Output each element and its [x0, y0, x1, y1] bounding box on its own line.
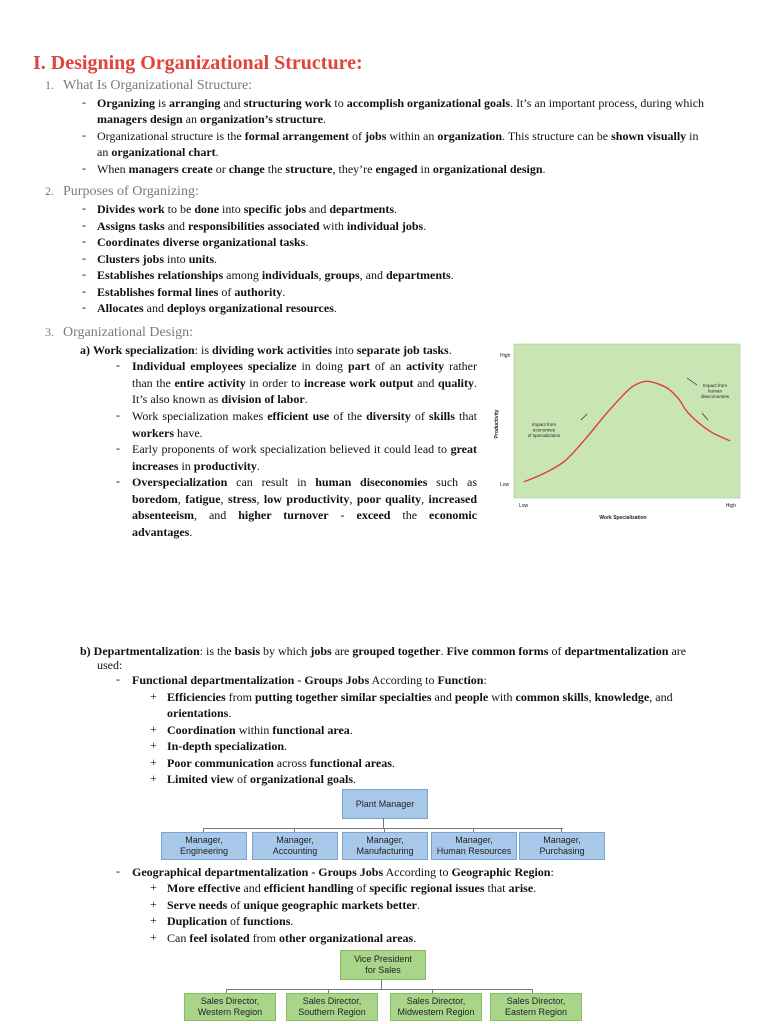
org-box-child: Manager, Engineering: [161, 832, 247, 860]
y-tick-label: Low: [500, 482, 510, 488]
bullet-dash: -: [82, 250, 86, 265]
section-number: 2.: [45, 184, 54, 198]
list-item: More effective and efficient handling of specific regional issues that arise.: [167, 881, 537, 895]
list-item: Coordination within functional area.: [167, 723, 353, 737]
bullet-text: When managers create or change the structure, they’re engaged in organizational design.: [97, 162, 546, 176]
list-item: Clusters jobs into units.: [97, 251, 218, 266]
bullet-dash: -: [82, 300, 86, 314]
section-2-heading: [45, 184, 199, 200]
connector-line: [203, 828, 563, 829]
section-number: 3.: [45, 325, 54, 339]
annotation-diseconomies: Impact from human diseconomies: [700, 383, 730, 399]
list-item: Coordinates diverse organizational tasks.: [97, 235, 309, 249]
bullet-dash: -: [82, 201, 86, 215]
org-box-child: Manager, Purchasing: [519, 832, 605, 860]
org-box-child: Manager, Human Resources: [431, 832, 517, 860]
org-box-child: Manager, Accounting: [252, 832, 338, 860]
list-item: Limited view of organizational goals.: [167, 772, 357, 786]
bullet-dash: -: [116, 358, 120, 372]
bullet-dash: -: [82, 128, 86, 142]
list-item: Divides work to be done into specific jobs and departments.: [97, 202, 398, 216]
annotation-economies: Impact from economies of specialization: [527, 422, 561, 438]
bullet-dash: -: [82, 234, 86, 248]
bullet-dash: -: [116, 408, 120, 422]
functional-heading: Functional departmentalization - Groups Jobs According to Function:: [132, 673, 487, 687]
section-3-heading: [45, 325, 193, 341]
bullet-dash: -: [116, 864, 120, 878]
bullet-text: Individual employees specialize in doing part of an activity rather than the entire activity in order to increase work output and quality. It’s also known as division of labor.: [132, 359, 477, 406]
bullet-dash: -: [82, 161, 86, 175]
bullet-dash: -: [82, 267, 86, 281]
bullet-text: Organizational structure is the formal arrangement of jobs within an organization. This structure can be shown visually in: [97, 129, 699, 143]
bullet-text: Organizing is arranging and structuring work to accomplish organizational goals. It’s an important process, during which: [97, 96, 705, 110]
plus-bullet: +: [150, 771, 157, 785]
org-box-child: Sales Director, Midwestern Region: [390, 993, 482, 1021]
plus-bullet: +: [150, 880, 157, 894]
sub-item-b-cont: used:: [97, 658, 123, 672]
plus-bullet: +: [150, 722, 157, 736]
y-axis-label: Productivity: [494, 409, 500, 439]
list-item: Serve needs of unique geographic markets better.: [167, 897, 420, 912]
list-item: Establishes formal lines of authority.: [97, 284, 286, 299]
list-item: Allocates and deploys organizational resources.: [97, 301, 337, 315]
list-item: Efficiencies from putting together similar specialties and people with common skills, knowledge, and: [167, 690, 673, 704]
section-title: What Is Organizational Structure:: [63, 78, 253, 93]
geographical-heading: Geographical departmentalization - Groups Jobs According to Geographic Region:: [132, 865, 554, 879]
sub-item-b: b) Departmentalization: is the basis by which jobs are grouped together. Five common forms of departmentalization are: [80, 644, 687, 658]
list-item: Duplication of functions.: [167, 914, 294, 928]
section-title: Purposes of Organizing:: [63, 184, 199, 199]
list-item-cont: orientations.: [167, 706, 232, 720]
list-item: In-depth specialization.: [167, 739, 288, 753]
plus-bullet: +: [150, 689, 157, 703]
x-axis-label: Work Specialization: [599, 515, 647, 521]
section-1-heading: [45, 78, 252, 94]
plus-bullet: +: [150, 738, 157, 752]
org-box-top: Plant Manager: [342, 789, 428, 819]
plus-bullet: +: [150, 929, 157, 944]
chart-svg: [490, 338, 746, 526]
y-tick-label: High: [500, 353, 511, 359]
chart-plot-area: [514, 344, 740, 498]
plus-bullet: +: [150, 755, 157, 769]
connector-line: [381, 979, 382, 989]
connector-line: [383, 818, 384, 828]
section-title: Organizational Design:: [63, 325, 193, 340]
bullet-text: Early proponents of work specialization believed it could lead to great increases in productivity.: [132, 442, 477, 473]
plus-bullet: +: [150, 913, 157, 927]
org-box-child: Sales Director, Eastern Region: [490, 993, 582, 1021]
list-item: Establishes relationships among individuals, groups, and departments.: [97, 268, 454, 282]
bullet-text-cont: an organizational chart.: [97, 145, 219, 159]
bullet-dash: -: [116, 441, 120, 455]
org-box-top: Vice President for Sales: [340, 950, 426, 980]
plus-bullet: +: [150, 896, 157, 911]
connector-line: [226, 989, 532, 990]
bullet-dash: -: [82, 283, 86, 298]
bullet-text: Overspecialization can result in human diseconomies such as boredom, fatigue, stress, low productivity, poor quality, increased absenteeism, and higher turnover - exceed the economic advantages.: [132, 475, 478, 539]
bullet-text-cont: managers design an organization’s structure.: [97, 112, 326, 126]
bullet-dash: -: [82, 217, 86, 232]
org-box-child: Sales Director, Western Region: [184, 993, 276, 1021]
x-tick-label: Low: [519, 503, 529, 509]
section-number: 1.: [45, 78, 54, 92]
bullet-dash: -: [116, 672, 120, 686]
org-box-child: Manager, Manufacturing: [342, 832, 428, 860]
org-box-child: Sales Director, Southern Region: [286, 993, 378, 1021]
list-item: Assigns tasks and responsibilities associated with individual jobs.: [97, 218, 427, 233]
work-specialization-chart: [490, 338, 746, 526]
page-title: I. Designing Organizational Structure:: [33, 52, 363, 74]
bullet-dash: -: [116, 474, 120, 488]
x-tick-label: High: [725, 503, 736, 509]
list-item: Poor communication across functional areas.: [167, 756, 395, 770]
bullet-dash: -: [82, 95, 86, 109]
bullet-text: Work specialization makes efficient use of the diversity of skills that workers have.: [132, 409, 478, 440]
sub-item-a: a) Work specialization: is dividing work activities into separate job tasks.: [80, 343, 452, 357]
list-item: Can feel isolated from other organizational areas.: [167, 930, 417, 945]
